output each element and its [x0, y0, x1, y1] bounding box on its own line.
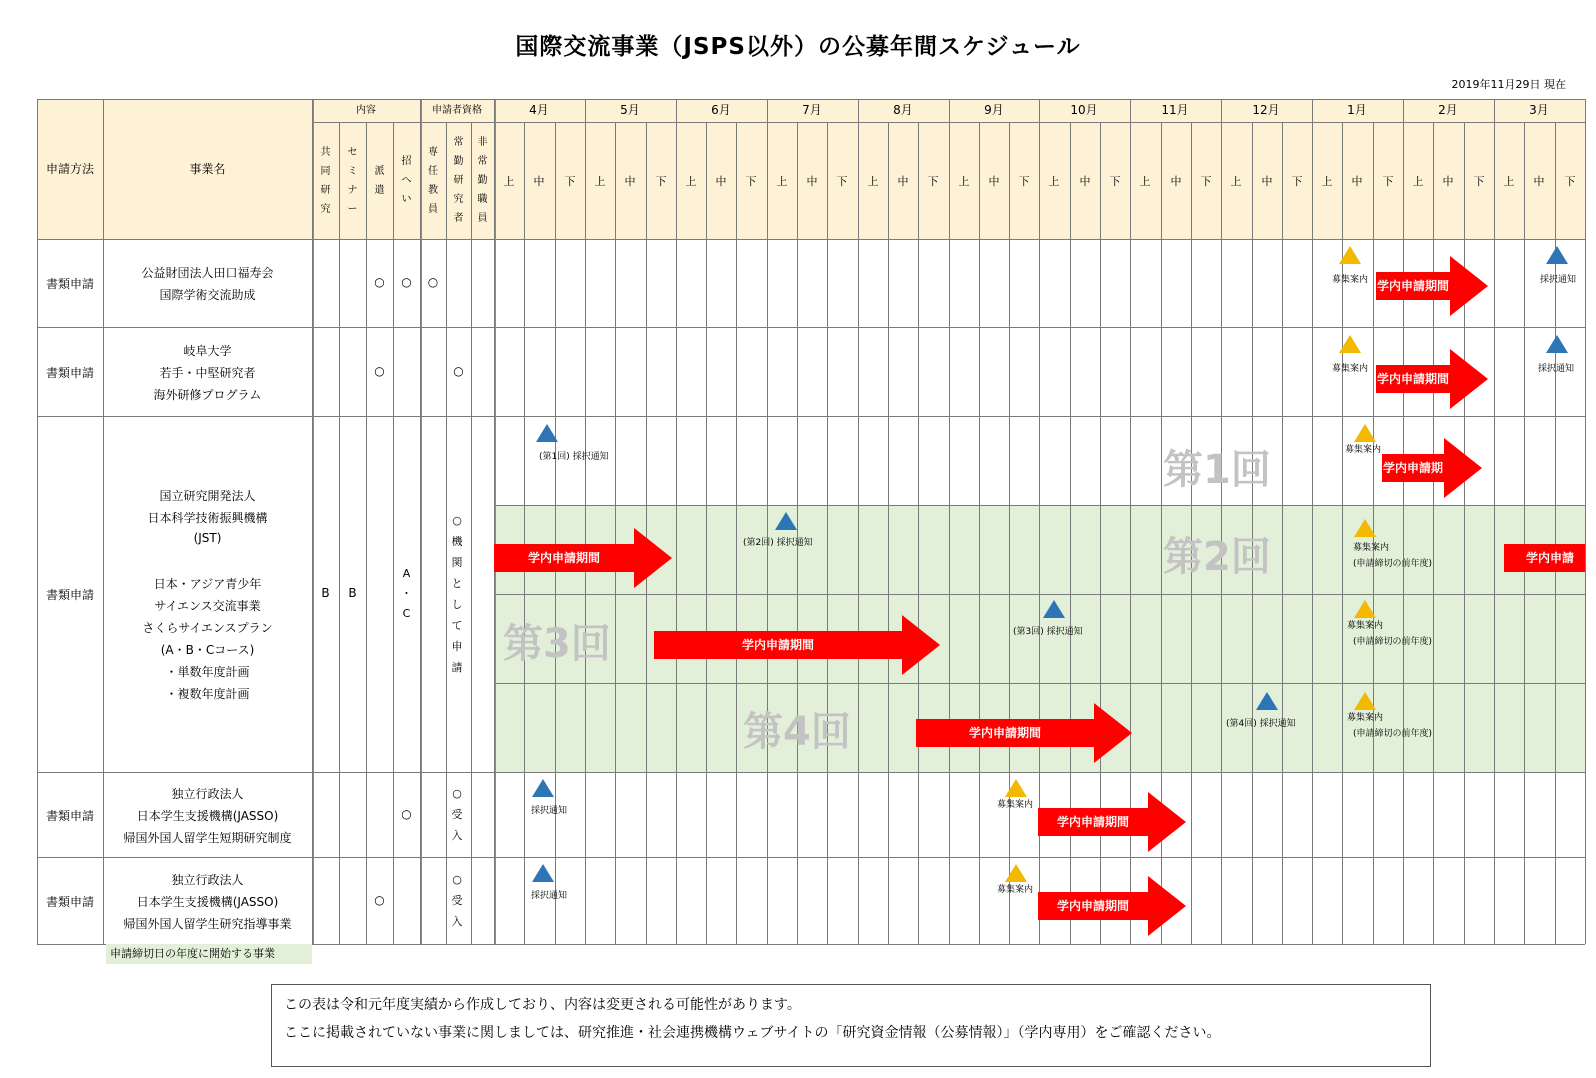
period-35: 下	[1564, 175, 1576, 188]
event-note: (申請締切の前年度)	[1353, 559, 1433, 569]
internal-period-arrow	[1376, 349, 1488, 409]
arrow-label: 学内申請期間	[654, 631, 902, 659]
event-note: (申請締切の前年度)	[1353, 729, 1433, 739]
row-name-line: 日本・アジア青少年	[153, 577, 262, 591]
period-33: 上	[1503, 175, 1515, 188]
subheader-0: 共 同 研 究	[320, 146, 331, 215]
grid-line	[37, 857, 1585, 858]
subheader-6: 非 常 勤 職 員	[477, 137, 488, 224]
internal-period-arrow	[1376, 256, 1488, 316]
recruit-triangle-icon	[1354, 519, 1376, 537]
period-28: 中	[1351, 175, 1363, 188]
grid-line	[979, 122, 980, 944]
grid-line	[1009, 122, 1010, 944]
grid-line	[1221, 99, 1222, 944]
period-32: 下	[1473, 175, 1485, 188]
row-mark: ○	[374, 275, 385, 289]
arrow-head-icon	[1148, 876, 1186, 936]
grid-line	[393, 122, 394, 944]
result-triangle-icon	[532, 864, 554, 882]
row-name-line: 独立行政法人	[171, 786, 244, 801]
row-name-line: 帰国外国人留学生研究指導事業	[123, 916, 292, 931]
arrow-label: 学内申請期間	[1382, 454, 1444, 482]
row-name-line: 帰国外国人留学生短期研究制度	[123, 830, 292, 845]
period-3: 上	[594, 175, 606, 188]
grid-line	[736, 122, 737, 944]
footnote-line-1: この表は令和元年度実績から作成しており、内容は変更される可能性があります。	[284, 997, 801, 1013]
grid-line	[706, 122, 707, 944]
period-0: 上	[503, 175, 515, 188]
row-mark: ○	[427, 275, 439, 289]
event-note: 採択通知	[531, 806, 568, 816]
grid-line	[767, 99, 768, 944]
period-20: 下	[1109, 175, 1121, 188]
row-name-line: サイエンス交流事業	[154, 599, 261, 613]
row-name-line: さくらサイエンスプラン	[142, 621, 273, 635]
grid-line	[858, 99, 859, 944]
recruit-triangle-icon	[1339, 246, 1361, 264]
page-title: 国際交流事業（JSPS以外）の公募年間スケジュール	[515, 34, 1081, 60]
grid-line	[1433, 122, 1434, 944]
grid-line	[495, 99, 496, 944]
row-mark: ○	[453, 363, 464, 378]
row-method: 書類申請	[45, 365, 94, 380]
row-method: 書類申請	[45, 277, 94, 291]
event-note: 募集案内	[1347, 621, 1384, 631]
grid-line	[37, 327, 1585, 328]
month-12: 3月	[1529, 103, 1549, 117]
period-7: 中	[715, 175, 727, 188]
legend-highlight: 申請締切日の年度に開始する事業	[106, 944, 312, 964]
grid-line	[37, 239, 1585, 240]
period-31: 中	[1442, 175, 1454, 188]
month-8: 11月	[1161, 103, 1189, 117]
arrow-label: 学内申請期間	[916, 719, 1094, 747]
footnote-line-2: ここに掲載されていない事業に関しましては、研究推進・社会連携機構ウェブサイトの「研究資金情報（公募情報）」（学内専用）をご確認ください。	[284, 1025, 1221, 1041]
header-eligibility: 申請者資格	[432, 105, 482, 116]
round-1-label: 第1回	[1163, 447, 1271, 493]
row-eligibility-note: ○ 受 入	[451, 873, 463, 928]
period-13: 中	[897, 175, 909, 188]
period-8: 下	[745, 175, 757, 188]
event-note: (申請締切の前年度)	[1353, 637, 1433, 647]
subheader-4: 専 任 教 員	[428, 146, 438, 215]
arrow-head-icon	[1450, 256, 1488, 316]
event-note: (第3回) 採択通知	[1013, 627, 1083, 637]
grid-line	[1312, 99, 1313, 944]
period-1: 中	[533, 175, 545, 188]
grid-line	[1524, 122, 1525, 944]
event-note: 募集案内	[1332, 275, 1369, 285]
event-note: (第4回) 採択通知	[1226, 719, 1296, 729]
period-14: 下	[927, 175, 939, 188]
row-method: 書類申請	[45, 808, 94, 823]
row-name-line: 日本科学技術振興機構	[147, 511, 268, 525]
period-30: 上	[1412, 175, 1424, 188]
recruit-triangle-icon	[1339, 335, 1361, 353]
arrow-label: 学内申請期間	[1038, 808, 1148, 836]
period-11: 下	[836, 175, 848, 188]
row-name-line: 岐阜大学	[183, 343, 232, 358]
internal-period-arrow	[1038, 876, 1186, 936]
grid-line	[37, 416, 1585, 417]
result-triangle-icon	[1256, 692, 1278, 710]
period-12: 上	[867, 175, 879, 188]
grid-line	[1585, 99, 1586, 944]
row-name-line: (JST)	[193, 531, 222, 545]
arrow-head-icon	[1094, 703, 1132, 763]
subheader-1: セ ミ ナ ー	[347, 146, 358, 215]
internal-period-arrow	[1382, 438, 1482, 503]
row-mark: ○	[374, 892, 385, 907]
grid-line	[1494, 99, 1495, 944]
grid-line	[313, 99, 314, 944]
arrow-head-icon	[1444, 438, 1482, 498]
round-2-label: 第2回	[1163, 534, 1271, 580]
arrow-head-icon	[634, 528, 672, 588]
subheader-2: 派 遣	[374, 165, 385, 196]
arrow-label: 学内申請期間	[1376, 272, 1450, 300]
period-4: 中	[624, 175, 636, 188]
arrow-label: 学内申請期間	[1376, 365, 1450, 393]
month-4: 7月	[802, 103, 822, 117]
subheader-3: 招 へ い	[401, 156, 412, 205]
period-27: 上	[1321, 175, 1333, 188]
grid-line	[339, 122, 340, 944]
row-eligibility-note: ○ 受 入	[451, 787, 463, 842]
internal-period-arrow	[654, 615, 940, 675]
result-triangle-icon	[536, 424, 558, 442]
header-method: 申請方法	[45, 162, 94, 176]
header-project-name: 事業名	[189, 162, 226, 176]
row-mark: B	[348, 586, 357, 600]
period-18: 上	[1048, 175, 1060, 188]
event-note: 募集案内	[1345, 445, 1382, 455]
row-name-line: 国立研究開発法人	[159, 489, 256, 503]
grid-line	[1282, 122, 1283, 944]
row-name-line: (A・B・Cコース)	[160, 643, 255, 657]
event-note: 採択通知	[1540, 275, 1577, 285]
row-method: 書類申請	[45, 894, 94, 909]
row-eligibility-note: ○ 機 関 と し て 申 請	[451, 514, 463, 674]
row-name-line: 日本学生支援機構(JASSO)	[136, 894, 279, 909]
grid-line	[366, 122, 367, 944]
arrow-label: 学内申請期間	[494, 544, 634, 572]
period-22: 中	[1170, 175, 1182, 188]
event-note: 募集案内	[1347, 713, 1384, 723]
month-7: 10月	[1070, 103, 1098, 117]
event-note: 募集案内	[1353, 543, 1390, 553]
event-note: 募集案内	[997, 800, 1034, 810]
period-5: 下	[655, 175, 667, 188]
period-34: 中	[1533, 175, 1545, 188]
event-note: (第1回) 採択通知	[539, 452, 609, 462]
period-23: 下	[1200, 175, 1212, 188]
internal-period-arrow	[916, 703, 1132, 763]
result-triangle-icon	[532, 779, 554, 797]
period-26: 下	[1291, 175, 1303, 188]
internal-period-arrow	[494, 528, 672, 588]
event-note: 募集案内	[997, 885, 1034, 895]
grid-line	[676, 99, 677, 944]
period-16: 中	[988, 175, 1000, 188]
result-triangle-icon	[1546, 335, 1568, 353]
footnote	[271, 984, 1431, 1067]
arrow-head-icon	[902, 615, 940, 675]
as-of-date: 2019年11月29日 現在	[1451, 78, 1566, 91]
round-4-label: 第4回	[743, 709, 851, 755]
period-15: 上	[958, 175, 970, 188]
period-25: 中	[1261, 175, 1273, 188]
round-3-label: 第3回	[503, 621, 611, 667]
event-note: 採択通知	[1538, 364, 1575, 374]
grid-line	[797, 122, 798, 944]
grid-line	[888, 122, 889, 944]
row-name-line: ・単数年度計画	[165, 665, 250, 679]
month-3: 6月	[711, 103, 731, 117]
period-19: 中	[1079, 175, 1091, 188]
row-name-line: 日本学生支援機構(JASSO)	[136, 808, 279, 823]
row-method: 書類申請	[45, 588, 94, 602]
row-name-line: 独立行政法人	[171, 872, 244, 887]
subheader-5: 常 勤 研 究 者	[453, 137, 464, 224]
row-name-line: 国際学術交流助成	[159, 288, 256, 302]
month-2: 5月	[620, 103, 640, 117]
result-triangle-icon	[1546, 246, 1568, 264]
event-note: (第2回) 採択通知	[743, 538, 813, 548]
recruit-triangle-icon	[1354, 424, 1376, 442]
row-name-line: 公益財団法人田口福寿会	[141, 266, 274, 280]
result-triangle-icon	[775, 512, 797, 530]
month-11: 2月	[1438, 103, 1458, 117]
recruit-triangle-icon	[1354, 600, 1376, 618]
row-mark: ○	[374, 363, 385, 378]
recruit-triangle-icon	[1005, 779, 1027, 797]
row-mark: ○	[401, 275, 412, 289]
period-17: 下	[1018, 175, 1030, 188]
period-29: 下	[1382, 175, 1394, 188]
month-9: 12月	[1252, 103, 1280, 117]
grid-line	[37, 772, 1585, 773]
period-24: 上	[1230, 175, 1242, 188]
recruit-triangle-icon	[1005, 864, 1027, 882]
arrow-label: 学内申請期間	[1038, 892, 1148, 920]
result-triangle-icon	[1043, 600, 1065, 618]
header-content: 内容	[356, 105, 376, 116]
row-mark: ○	[401, 806, 412, 821]
period-6: 上	[685, 175, 697, 188]
row-mark: A ・ C	[401, 567, 412, 620]
event-note: 募集案内	[1332, 364, 1369, 374]
grid-line	[1464, 122, 1465, 944]
month-6: 9月	[984, 103, 1004, 117]
grid-line	[494, 99, 495, 944]
row-name-line: 海外研修プログラム	[153, 387, 262, 402]
recruit-triangle-icon	[1354, 692, 1376, 710]
arrow-head-icon	[1148, 792, 1186, 852]
month-5: 8月	[893, 103, 913, 117]
period-10: 中	[806, 175, 818, 188]
period-2: 下	[564, 175, 576, 188]
arrow-head-icon	[1450, 349, 1488, 409]
grid-line	[585, 99, 586, 944]
internal-period-arrow-cut: 学内申請	[1504, 544, 1585, 572]
grid-line	[1403, 99, 1404, 944]
row-mark: B	[321, 586, 330, 600]
row-name-line: ・複数年度計画	[165, 687, 250, 701]
month-1: 4月	[529, 103, 549, 117]
grid-line	[827, 122, 828, 944]
grid-line	[949, 99, 950, 944]
period-9: 上	[776, 175, 788, 188]
period-21: 上	[1139, 175, 1151, 188]
internal-period-arrow	[1038, 792, 1186, 852]
month-10: 1月	[1347, 103, 1367, 117]
grid-line	[918, 122, 919, 944]
grid-line	[37, 99, 1585, 100]
row-name-line: 若手・中堅研究者	[159, 365, 256, 380]
event-note: 採択通知	[531, 891, 568, 901]
